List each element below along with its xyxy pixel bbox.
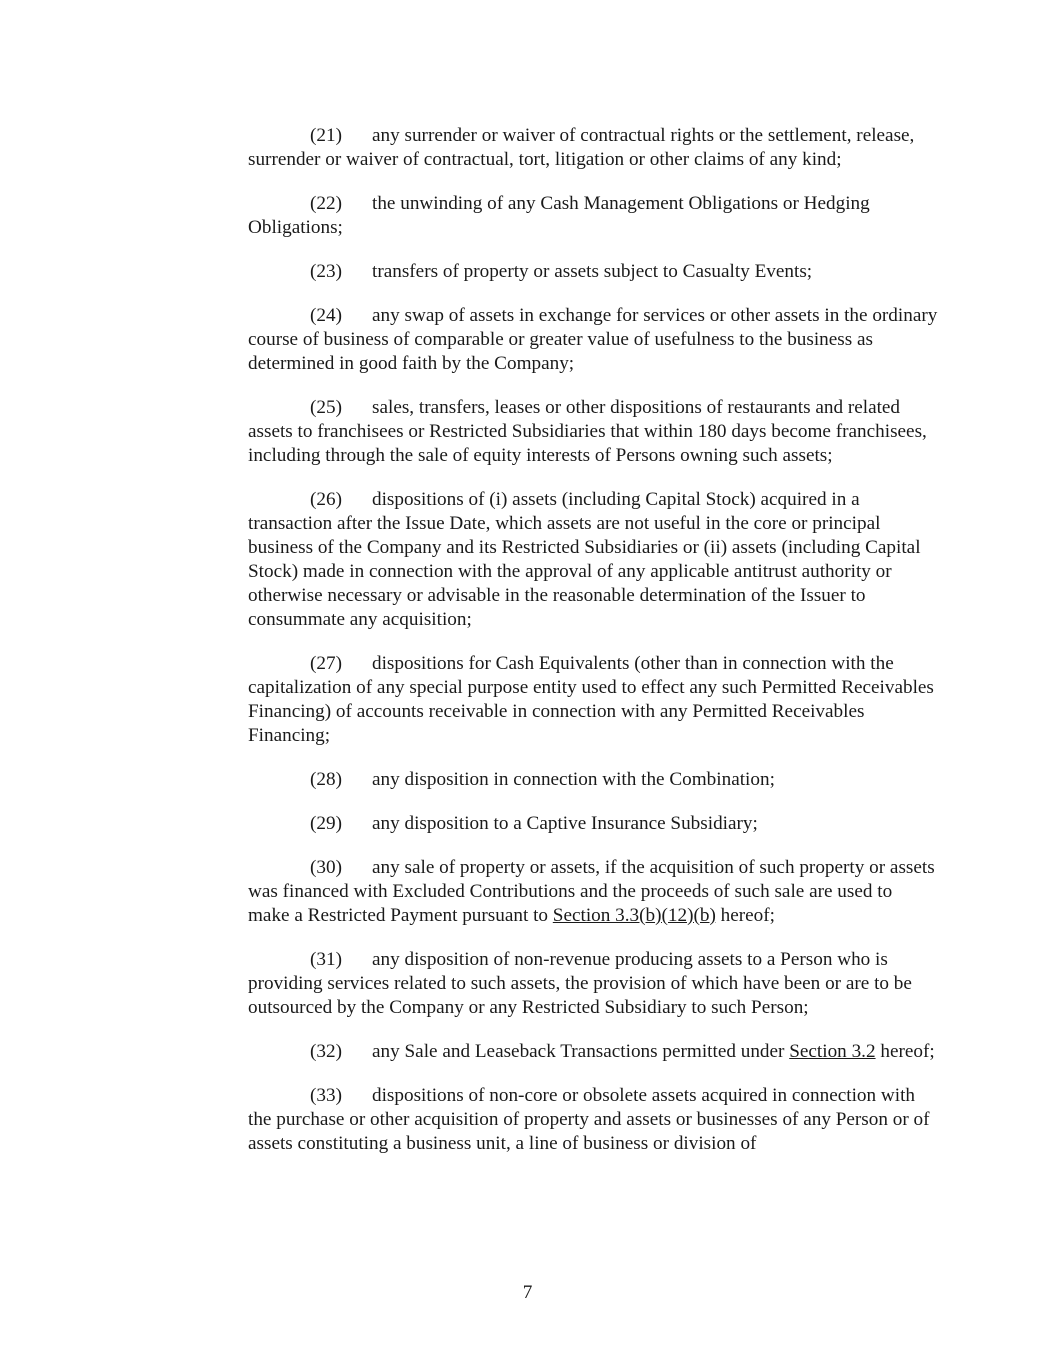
clause-number: (23): [310, 261, 342, 282]
clause-text: the unwinding of any Cash Management Obligations or Hedging Obligations;: [248, 193, 870, 238]
clause-26: [248, 488, 938, 632]
clause-text: dispositions of non-core or obsolete assets acquired in connection with the purchase or other acquisition of property and assets or businesses of any Person or of assets constituting a business unit, a line of business or division of: [248, 1085, 930, 1154]
clause-24: [248, 304, 938, 376]
clause-number: (27): [310, 653, 342, 674]
clause-text: dispositions for Cash Equivalents (other than in connection with the capitalization of any special purpose entity used to effect any such Permitted Receivables Financing) of accounts receivable in connection with any Permitted Receivables Financing;: [248, 653, 934, 746]
clause-27: [248, 652, 938, 748]
clause-number: (32): [310, 1041, 342, 1062]
section-reference-link[interactable]: Section 3.2: [789, 1041, 876, 1062]
clause-number: (24): [310, 305, 342, 326]
clause-text-end: hereof;: [875, 1041, 935, 1062]
clause-25: [248, 396, 938, 468]
clause-text: sales, transfers, leases or other dispositions of restaurants and related assets to franchisees or Restricted Subsidiaries that within 180 days become franchisees, including through the sale of equity interests of Persons owning such assets;: [248, 397, 927, 466]
clause-text-end: hereof;: [715, 905, 775, 926]
clause-23: [248, 260, 938, 284]
clause-number: (28): [310, 769, 342, 790]
clause-number: (21): [310, 125, 342, 146]
clause-text: transfers of property or assets subject to Casualty Events;: [372, 261, 813, 282]
clause-31: [248, 948, 938, 1020]
clause-text: any Sale and Leaseback Transactions permitted under: [372, 1041, 790, 1062]
page-number: 7: [522, 1282, 533, 1303]
clause-number: (22): [310, 193, 342, 214]
clause-number: (33): [310, 1085, 342, 1106]
clause-text: any sale of property or assets, if the acquisition of such property or assets was financed with Excluded Contributions and the proceeds of such sale are used to make a Restricted Payment pursuant to: [248, 857, 935, 926]
clause-22: [248, 192, 938, 240]
clause-text: any disposition of non-revenue producing assets to a Person who is providing services related to such assets, the provision of which have been or are to be outsourced by the Company or any Restricted Subsidiary to such Person;: [248, 949, 912, 1018]
clause-number: (26): [310, 489, 342, 510]
clause-text: any swap of assets in exchange for services or other assets in the ordinary course of business of comparable or greater value of usefulness to the business as determined in good faith by the Company;: [248, 305, 938, 374]
clause-text: any disposition in connection with the Combination;: [372, 769, 775, 790]
clause-29: [248, 812, 938, 836]
clause-21: [248, 124, 938, 172]
clause-number: (30): [310, 857, 342, 878]
clause-number: (29): [310, 813, 342, 834]
clause-text: dispositions of (i) assets (including Capital Stock) acquired in a transaction after the Issue Date, which assets are not useful in the core or principal business of the Company and its Restricted Subsidiaries or (ii) assets (including Capital Stock) made in connection with the approval of any applicable antitrust authority or otherwise necessary or advisable in the reasonable determination of the Issuer to consummate any acquisition;: [248, 489, 921, 630]
clause-text: any surrender or waiver of contractual rights or the settlement, release, surrender or waiver of contractual, tort, litigation or other claims of any kind;: [248, 125, 915, 170]
section-reference-link[interactable]: Section 3.3(b)(12)(b): [552, 905, 716, 926]
clause-text: any disposition to a Captive Insurance Subsidiary;: [372, 813, 758, 834]
document-body: [248, 124, 938, 1176]
clause-number: (25): [310, 397, 342, 418]
clause-number: (31): [310, 949, 342, 970]
clause-32: [248, 1040, 938, 1064]
clause-28: [248, 768, 938, 792]
clause-30: [248, 856, 938, 928]
clause-33: [248, 1084, 938, 1156]
